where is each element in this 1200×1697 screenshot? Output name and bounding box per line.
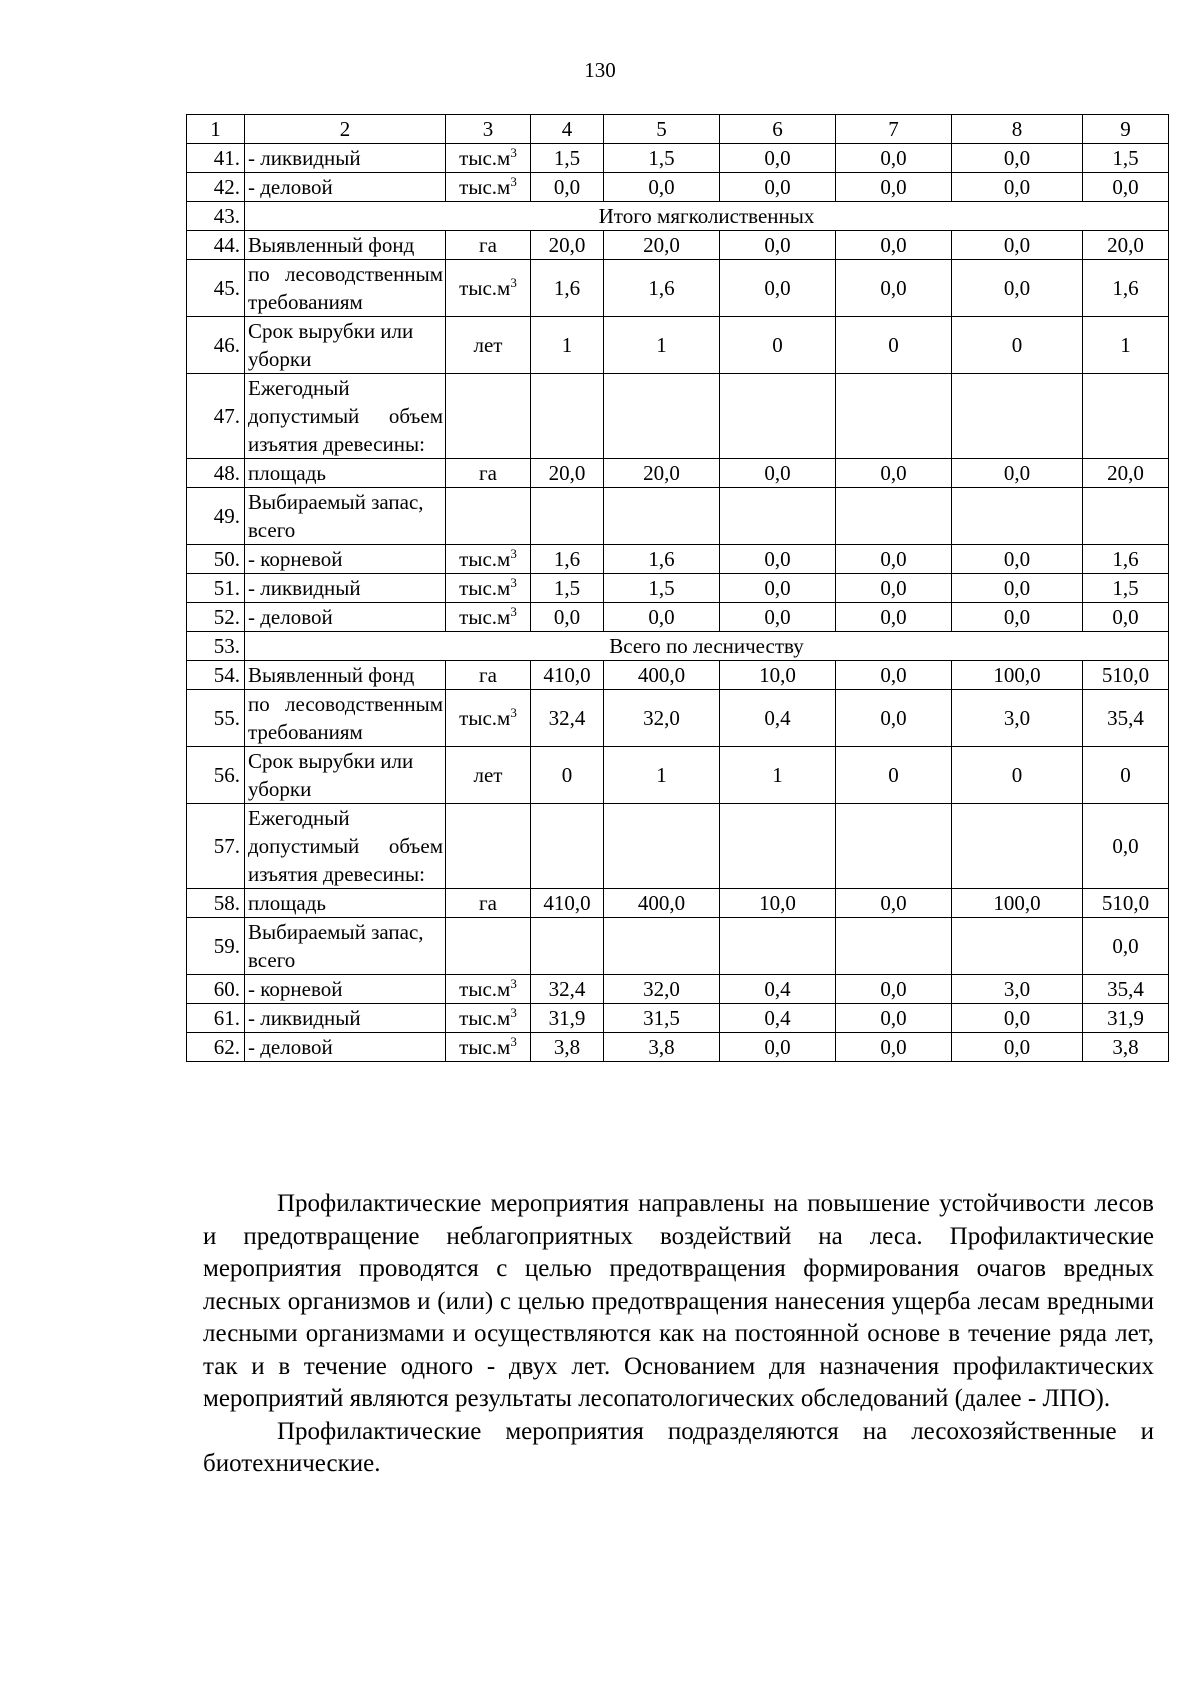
row-number: 62. xyxy=(187,1033,245,1062)
row-number: 44. xyxy=(187,231,245,260)
value-cell xyxy=(1083,488,1169,545)
value-cell: 0,0 xyxy=(836,690,952,747)
value-cell xyxy=(720,918,836,975)
unit-superscript: 3 xyxy=(510,604,517,619)
value-cell: 20,0 xyxy=(1083,231,1169,260)
value-cell: 1,6 xyxy=(531,545,604,574)
value-cell xyxy=(604,488,720,545)
value-cell: 20,0 xyxy=(604,231,720,260)
table-header-row xyxy=(187,115,1169,144)
value-cell: 20,0 xyxy=(531,459,604,488)
value-cell: 0,0 xyxy=(720,459,836,488)
unit-superscript: 3 xyxy=(510,145,517,160)
header-cell: 4 xyxy=(531,115,604,144)
row-number: 55. xyxy=(187,690,245,747)
table-row xyxy=(187,173,1169,202)
value-cell: 0,0 xyxy=(952,260,1083,317)
value-cell: 0,0 xyxy=(836,889,952,918)
value-cell: 1 xyxy=(720,747,836,804)
unit-cell xyxy=(446,747,531,804)
value-cell: 510,0 xyxy=(1083,661,1169,690)
value-cell: 0 xyxy=(836,317,952,374)
value-cell: 3,8 xyxy=(531,1033,604,1062)
row-label: - корневой xyxy=(245,975,446,1004)
value-cell: 400,0 xyxy=(604,661,720,690)
unit-text: га xyxy=(479,891,497,915)
unit-text: тыс.м xyxy=(459,576,511,600)
value-cell: 0,0 xyxy=(836,603,952,632)
value-cell: 0 xyxy=(531,747,604,804)
value-cell: 31,9 xyxy=(531,1004,604,1033)
unit-cell xyxy=(446,603,531,632)
value-cell: 0,0 xyxy=(720,173,836,202)
value-cell: 0,0 xyxy=(720,574,836,603)
value-cell: 0,4 xyxy=(720,1004,836,1033)
value-cell: 1 xyxy=(604,747,720,804)
value-cell: 32,4 xyxy=(531,975,604,1004)
value-cell: 400,0 xyxy=(604,889,720,918)
table-row xyxy=(187,144,1169,173)
value-cell: 35,4 xyxy=(1083,975,1169,1004)
value-cell: 0,0 xyxy=(836,1004,952,1033)
value-cell: 20,0 xyxy=(604,459,720,488)
table-row xyxy=(187,889,1169,918)
value-cell xyxy=(531,488,604,545)
value-cell: 1,6 xyxy=(1083,260,1169,317)
value-cell: 1,6 xyxy=(1083,545,1169,574)
row-number: 41. xyxy=(187,144,245,173)
header-cell: 2 xyxy=(245,115,446,144)
value-cell: 0,0 xyxy=(952,603,1083,632)
paragraph: Профилактические мероприятия направлены на повышение устойчивости лесов и предотвращение неблагоприятных воздействий на леса. Профилактические мероприятия проводятся с целью предотвращения формирования очагов вредных лесных организмов и (или) с целью предотвращения нанесения ущерба лесам вредными лесными организмами и осуществляются как на постоянной основе в течение ряда лет, так и в течение одного - двух лет. Основанием для назначения профилактических мероприятий являются результаты лесопатологических обследований (далее - ЛПО). xyxy=(203,1190,1154,1412)
row-label: по лесоводственным требованиям xyxy=(245,690,446,747)
value-cell: 0,0 xyxy=(952,574,1083,603)
value-cell xyxy=(720,804,836,889)
value-cell xyxy=(604,804,720,889)
row-label: Выявленный фонд xyxy=(245,231,446,260)
unit-superscript: 3 xyxy=(510,1034,517,1049)
unit-text: тыс.м xyxy=(459,276,511,300)
row-number: 59. xyxy=(187,918,245,975)
value-cell: 0,0 xyxy=(720,603,836,632)
unit-cell xyxy=(446,173,531,202)
forestry-table xyxy=(186,114,1169,1062)
value-cell: 0,0 xyxy=(531,173,604,202)
table-row xyxy=(187,459,1169,488)
row-number: 50. xyxy=(187,545,245,574)
value-cell: 100,0 xyxy=(952,889,1083,918)
unit-cell xyxy=(446,661,531,690)
value-cell xyxy=(531,918,604,975)
row-number: 56. xyxy=(187,747,245,804)
value-cell xyxy=(952,488,1083,545)
header-cell: 8 xyxy=(952,115,1083,144)
unit-cell xyxy=(446,918,531,975)
value-cell xyxy=(604,918,720,975)
value-cell: 0,0 xyxy=(952,459,1083,488)
row-number: 51. xyxy=(187,574,245,603)
value-cell: 1,5 xyxy=(1083,574,1169,603)
unit-text: тыс.м xyxy=(459,146,511,170)
table-row xyxy=(187,690,1169,747)
value-cell: 0 xyxy=(1083,747,1169,804)
table-row xyxy=(187,574,1169,603)
value-cell xyxy=(531,804,604,889)
value-cell: 0,0 xyxy=(720,144,836,173)
value-cell: 0,0 xyxy=(952,173,1083,202)
table-row xyxy=(187,545,1169,574)
unit-text: тыс.м xyxy=(459,175,511,199)
row-label: Выбираемый запас, всего xyxy=(245,488,446,545)
value-cell: 31,5 xyxy=(604,1004,720,1033)
unit-text: лет xyxy=(473,763,503,787)
table-row xyxy=(187,202,1169,231)
row-label: - деловой xyxy=(245,603,446,632)
unit-cell xyxy=(446,1004,531,1033)
value-cell: 32,0 xyxy=(604,975,720,1004)
table-row xyxy=(187,231,1169,260)
row-label: Выбираемый запас, всего xyxy=(245,918,446,975)
unit-cell xyxy=(446,260,531,317)
value-cell xyxy=(836,374,952,459)
value-cell: 1 xyxy=(531,317,604,374)
value-cell: 0,0 xyxy=(836,661,952,690)
unit-cell xyxy=(446,1033,531,1062)
row-number: 58. xyxy=(187,889,245,918)
table-row xyxy=(187,374,1169,459)
value-cell: 0,0 xyxy=(531,603,604,632)
value-cell: 1,5 xyxy=(1083,144,1169,173)
row-label: - деловой xyxy=(245,1033,446,1062)
value-cell: 0,0 xyxy=(720,231,836,260)
value-cell: 0,0 xyxy=(836,231,952,260)
value-cell: 1,5 xyxy=(604,144,720,173)
table-row xyxy=(187,1004,1169,1033)
value-cell xyxy=(836,488,952,545)
value-cell: 1,6 xyxy=(531,260,604,317)
unit-superscript: 3 xyxy=(510,174,517,189)
unit-cell xyxy=(446,144,531,173)
row-label: Срок вырубки или уборки xyxy=(245,747,446,804)
value-cell xyxy=(720,374,836,459)
unit-text: га xyxy=(479,233,497,257)
header-cell: 1 xyxy=(187,115,245,144)
row-label: Выявленный фонд xyxy=(245,661,446,690)
value-cell: 1,5 xyxy=(531,574,604,603)
unit-cell xyxy=(446,889,531,918)
table-row xyxy=(187,260,1169,317)
value-cell xyxy=(1083,374,1169,459)
value-cell: 0,0 xyxy=(1083,603,1169,632)
unit-superscript: 3 xyxy=(510,275,517,290)
value-cell: 0 xyxy=(952,747,1083,804)
value-cell: 0,0 xyxy=(720,1033,836,1062)
row-number: 42. xyxy=(187,173,245,202)
row-number: 43. xyxy=(187,202,245,231)
table-row xyxy=(187,1033,1169,1062)
value-cell: 0,0 xyxy=(836,144,952,173)
unit-cell xyxy=(446,317,531,374)
value-cell: 0,0 xyxy=(836,975,952,1004)
value-cell xyxy=(604,374,720,459)
value-cell: 3,0 xyxy=(952,975,1083,1004)
unit-text: тыс.м xyxy=(459,977,511,1001)
row-label: - ликвидный xyxy=(245,1004,446,1033)
table-row xyxy=(187,804,1169,889)
value-cell xyxy=(531,374,604,459)
header-cell: 9 xyxy=(1083,115,1169,144)
value-cell xyxy=(952,374,1083,459)
row-number: 57. xyxy=(187,804,245,889)
value-cell xyxy=(836,918,952,975)
unit-cell xyxy=(446,545,531,574)
row-label: - ликвидный xyxy=(245,574,446,603)
value-cell: 0,0 xyxy=(952,1033,1083,1062)
value-cell: 0,0 xyxy=(952,144,1083,173)
value-cell: 1,6 xyxy=(604,260,720,317)
value-cell xyxy=(952,804,1083,889)
value-cell: 3,8 xyxy=(1083,1033,1169,1062)
value-cell: 0,0 xyxy=(836,459,952,488)
value-cell xyxy=(720,488,836,545)
row-number: 61. xyxy=(187,1004,245,1033)
value-cell: 410,0 xyxy=(531,661,604,690)
table-row xyxy=(187,632,1169,661)
row-number: 46. xyxy=(187,317,245,374)
unit-text: тыс.м xyxy=(459,706,511,730)
unit-text: тыс.м xyxy=(459,547,511,571)
value-cell: 32,0 xyxy=(604,690,720,747)
value-cell: 0,0 xyxy=(1083,804,1169,889)
body-text xyxy=(203,1188,1154,1481)
row-label: Ежегодный допустимый объем изъятия древесины: xyxy=(245,374,446,459)
row-number: 45. xyxy=(187,260,245,317)
value-cell: 0,4 xyxy=(720,975,836,1004)
value-cell: 31,9 xyxy=(1083,1004,1169,1033)
value-cell: 20,0 xyxy=(531,231,604,260)
value-cell: 20,0 xyxy=(1083,459,1169,488)
section-title: Итого мягколиственных xyxy=(245,202,1169,231)
header-cell: 6 xyxy=(720,115,836,144)
value-cell: 0,0 xyxy=(836,574,952,603)
value-cell: 0,0 xyxy=(952,545,1083,574)
value-cell: 510,0 xyxy=(1083,889,1169,918)
value-cell xyxy=(836,804,952,889)
row-label: - деловой xyxy=(245,173,446,202)
value-cell: 1 xyxy=(604,317,720,374)
table-row xyxy=(187,317,1169,374)
section-title: Всего по лесничеству xyxy=(245,632,1169,661)
value-cell: 0,0 xyxy=(1083,918,1169,975)
row-number: 60. xyxy=(187,975,245,1004)
value-cell: 0,0 xyxy=(720,545,836,574)
unit-cell xyxy=(446,804,531,889)
unit-text: га xyxy=(479,663,497,687)
row-label: по лесоводственным требованиям xyxy=(245,260,446,317)
header-cell: 5 xyxy=(604,115,720,144)
unit-text: тыс.м xyxy=(459,1035,511,1059)
row-label: площадь xyxy=(245,459,446,488)
unit-text: лет xyxy=(473,333,503,357)
row-number: 48. xyxy=(187,459,245,488)
row-label: Ежегодный допустимый объем изъятия древесины: xyxy=(245,804,446,889)
unit-text: га xyxy=(479,461,497,485)
unit-superscript: 3 xyxy=(510,705,517,720)
value-cell: 0,0 xyxy=(836,260,952,317)
row-label: - корневой xyxy=(245,545,446,574)
unit-superscript: 3 xyxy=(510,546,517,561)
unit-cell xyxy=(446,975,531,1004)
row-number: 54. xyxy=(187,661,245,690)
row-number: 49. xyxy=(187,488,245,545)
value-cell: 3,8 xyxy=(604,1033,720,1062)
page-number: 130 xyxy=(584,58,616,82)
value-cell: 3,0 xyxy=(952,690,1083,747)
table-row xyxy=(187,661,1169,690)
value-cell: 1,6 xyxy=(604,545,720,574)
value-cell: 0,0 xyxy=(952,1004,1083,1033)
value-cell: 1,5 xyxy=(531,144,604,173)
unit-cell xyxy=(446,574,531,603)
unit-superscript: 3 xyxy=(510,976,517,991)
value-cell: 35,4 xyxy=(1083,690,1169,747)
value-cell: 0,0 xyxy=(720,260,836,317)
value-cell: 10,0 xyxy=(720,661,836,690)
value-cell: 1 xyxy=(1083,317,1169,374)
value-cell: 0,4 xyxy=(720,690,836,747)
unit-cell xyxy=(446,231,531,260)
table-row xyxy=(187,918,1169,975)
value-cell: 0 xyxy=(720,317,836,374)
value-cell: 0,0 xyxy=(604,603,720,632)
row-number: 52. xyxy=(187,603,245,632)
row-number: 47. xyxy=(187,374,245,459)
header-cell: 7 xyxy=(836,115,952,144)
value-cell: 0 xyxy=(952,317,1083,374)
row-label: - ликвидный xyxy=(245,144,446,173)
value-cell: 1,5 xyxy=(604,574,720,603)
row-label: Срок вырубки или уборки xyxy=(245,317,446,374)
unit-text: тыс.м xyxy=(459,1006,511,1030)
table-row xyxy=(187,603,1169,632)
unit-superscript: 3 xyxy=(510,575,517,590)
value-cell: 0,0 xyxy=(952,231,1083,260)
value-cell: 0,0 xyxy=(836,173,952,202)
table-body xyxy=(187,115,1169,1062)
value-cell: 0,0 xyxy=(1083,173,1169,202)
paragraph: Профилактические мероприятия подразделяются на лесохозяйственные и биотехнические. xyxy=(203,1417,1154,1477)
table-row xyxy=(187,975,1169,1004)
row-label: площадь xyxy=(245,889,446,918)
value-cell: 100,0 xyxy=(952,661,1083,690)
value-cell: 410,0 xyxy=(531,889,604,918)
unit-superscript: 3 xyxy=(510,1005,517,1020)
value-cell: 0,0 xyxy=(604,173,720,202)
value-cell: 0 xyxy=(836,747,952,804)
value-cell: 0,0 xyxy=(836,545,952,574)
value-cell xyxy=(952,918,1083,975)
row-number: 53. xyxy=(187,632,245,661)
table-row xyxy=(187,488,1169,545)
unit-cell xyxy=(446,459,531,488)
value-cell: 0,0 xyxy=(836,1033,952,1062)
table-row xyxy=(187,747,1169,804)
unit-cell xyxy=(446,374,531,459)
value-cell: 32,4 xyxy=(531,690,604,747)
unit-cell xyxy=(446,690,531,747)
unit-text: тыс.м xyxy=(459,605,511,629)
unit-cell xyxy=(446,488,531,545)
value-cell: 10,0 xyxy=(720,889,836,918)
header-cell: 3 xyxy=(446,115,531,144)
